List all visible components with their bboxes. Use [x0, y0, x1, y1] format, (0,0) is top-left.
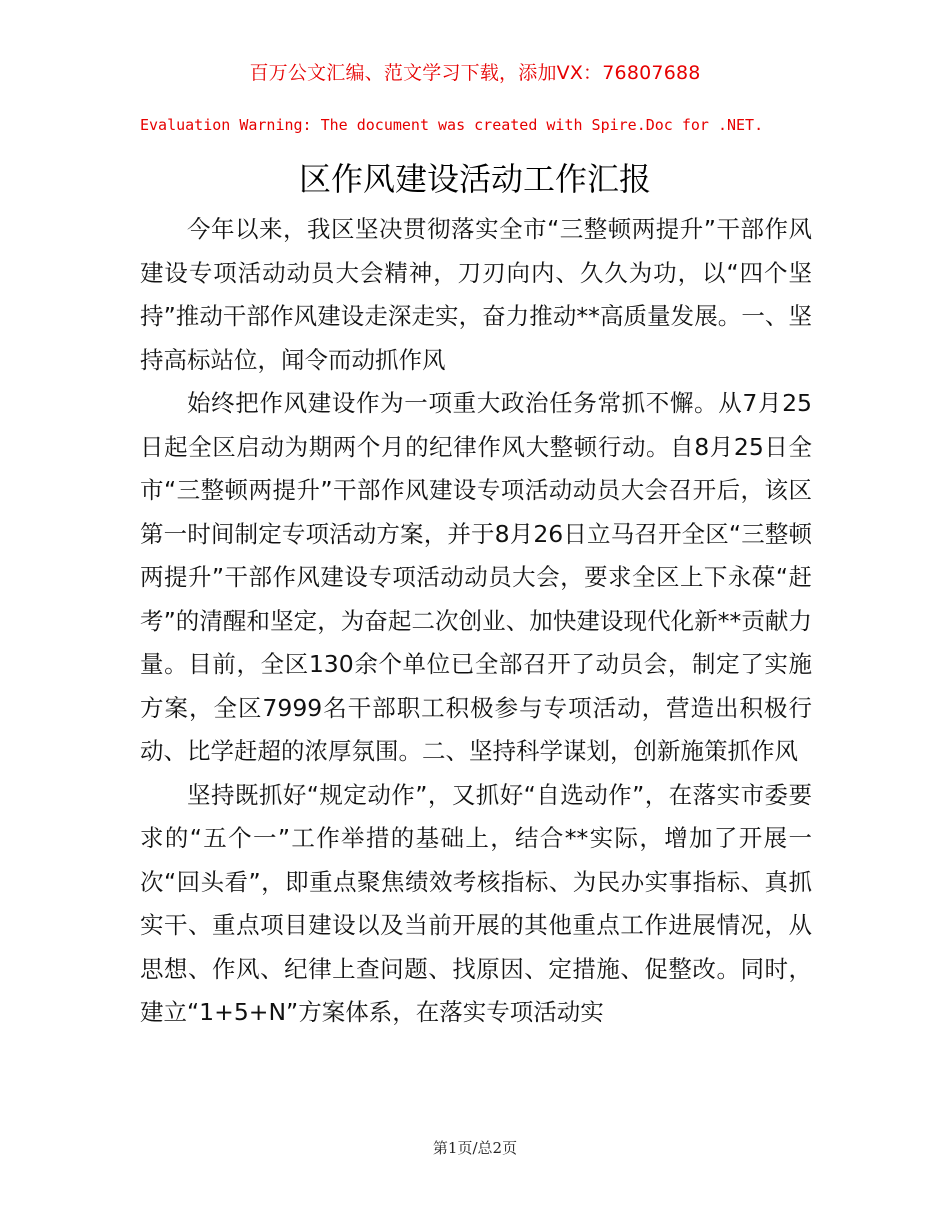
document-title: 区作风建设活动工作汇报 [298, 160, 651, 198]
paragraph-2: 始终把作风建设作为一项重大政治任务常抓不懈。从7月25日起全区启动为期两个月的纪律作风大整顿行动。自8月25日全市“三整顿两提升”干部作风建设专项活动动员大会召开后，该区第一时间制定专项活动方案，并于8月26日立马召开全区“三整顿两提升”干部作风建设专项活动动员大会，要求全区上下永葆“赶考”的清醒和坚定，为奋起二次创业、加快建设现代化新**贡献力量。目前，全区130余个单位已全部召开了动员会，制定了实施方案，全区7999名干部职工积极参与专项活动，营造出积极行动、比学赶超的浓厚氛围。二、坚持科学谋划，创新施策抓作风 [140, 389, 812, 765]
paragraph-3: 坚持既抓好“规定动作”，又抓好“自选动作”，在落实市委要求的“五个一”工作举措的基础上，结合**实际，增加了开展一次“回头看”，即重点聚焦绩效考核指标、为民办实事指标、真抓实干、重点项目建设以及当前开展的其他重点工作进展情况，从思想、作风、纪律上查问题、找原因、定措施、促整改。同时，建立“1+5+N”方案体系，在落实专项活动实 [140, 780, 812, 1026]
evaluation-warning: Evaluation Warning: The document was created with Spire.Doc for .NET. [140, 116, 764, 134]
paragraph-1: 今年以来，我区坚决贯彻落实全市“三整顿两提升”干部作风建设专项活动动员大会精神，刀刃向内、久久为功，以“四个坚持”推动干部作风建设走深走实，奋力推动**高质量发展。一、坚持高标站位，闻令而动抓作风 [140, 215, 812, 374]
document-body [140, 208, 812, 1035]
header-banner: 百万公文汇编、范文学习下载，添加VX：76807688 [249, 62, 701, 84]
page-footer: 第1页/总2页 [432, 1139, 518, 1157]
